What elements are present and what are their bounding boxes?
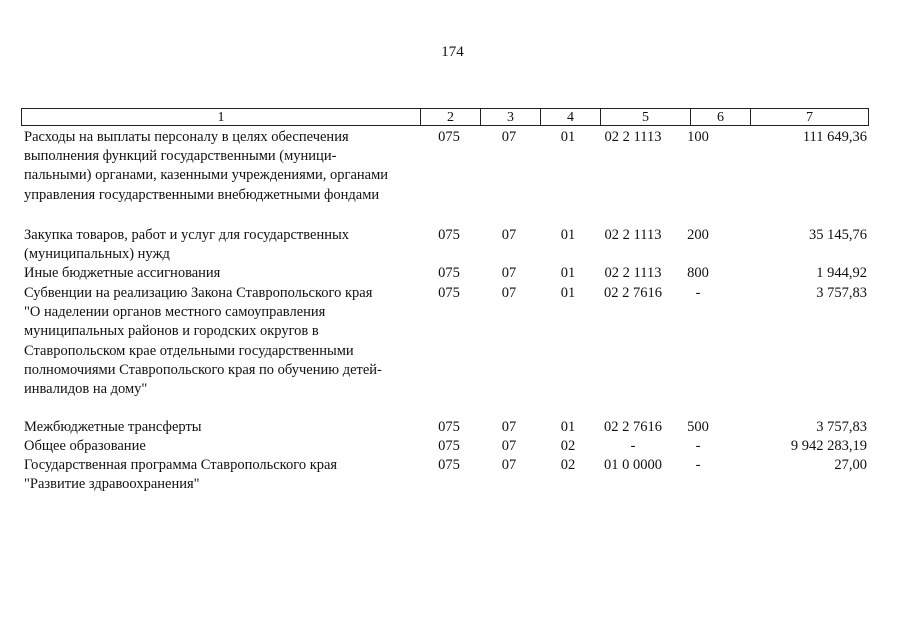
cell-col-3: 07 [501,457,517,473]
cell-col-3: 07 [501,438,517,454]
description-line: (муниципальных) нужд [24,246,170,263]
row-description [24,264,424,283]
header-col-7: 7 [750,109,868,125]
row-description [24,284,424,399]
cell-col-3: 07 [501,227,517,243]
cell-col-5: 02 2 7616 [604,419,662,435]
description-line: выполнения функций государственными (муници- [24,148,337,165]
description-line: Государственная программа Ставропольского края [24,457,338,473]
description-line: инвалидов на дому" [24,381,148,398]
cell-col-5: - [630,438,636,454]
description-line: управления государственными внебюджетными фондами [24,186,380,203]
cell-col-6: - [695,438,701,454]
cell-col-7-amount: 111 649,36 [802,129,867,145]
table-header [21,108,869,126]
description-line: полномочиями Ставропольского края по обучению детей- [24,361,382,378]
cell-col-4: 01 [560,419,576,435]
description-line: "Развитие здравоохранения" [24,476,200,493]
header-col-1: 1 [217,110,225,125]
cell-col-4: 01 [560,129,576,145]
cell-col-5: 02 2 7616 [604,285,662,301]
cell-col-5: 02 2 1113 [604,265,662,281]
cell-col-7-amount: 3 757,83 [816,419,867,435]
description-line: Субвенции на реализацию Закона Ставропольского края [24,285,373,301]
cell-col-2: 075 [438,129,460,145]
description-line: Ставропольском крае отдельными государственными [24,342,354,359]
page-number: 174 [441,44,464,60]
cell-col-3: 07 [501,285,517,301]
cell-col-2: 075 [438,457,460,473]
cell-col-2: 075 [438,265,460,281]
description-line: Закупка товаров, работ и услуг для государственных [24,227,349,243]
row-description [24,418,424,437]
cell-col-3: 07 [501,419,517,435]
cell-col-4: 02 [560,457,576,473]
cell-col-5: 01 0 0000 [604,457,662,473]
cell-col-3: 07 [501,265,517,281]
cell-col-7-amount: 3 757,83 [816,285,867,301]
cell-col-6: 800 [687,265,709,281]
cell-col-6: 100 [687,129,709,145]
header-col-3: 3 [480,109,540,125]
cell-col-7-amount: 1 944,92 [816,265,867,281]
cell-col-4: 01 [560,285,576,301]
cell-col-4: 01 [560,265,576,281]
cell-col-7-amount: 35 145,76 [809,227,867,243]
cell-col-5: 02 2 1113 [604,129,662,145]
row-description [24,456,424,494]
cell-col-7-amount: 9 942 283,19 [790,438,867,454]
cell-col-6: 200 [687,227,709,243]
description-line: Общее образование [24,438,146,454]
cell-col-7-amount: 27,00 [834,457,867,473]
header-col-6: 6 [690,109,750,125]
header-col-4: 4 [540,109,600,125]
header-col-2: 2 [420,109,480,125]
cell-col-5: 02 2 1113 [604,227,662,243]
cell-col-2: 075 [438,227,460,243]
cell-col-6: 500 [687,419,709,435]
header-col-5: 5 [600,109,690,125]
cell-col-6: - [695,457,701,473]
description-line: Иные бюджетные ассигнования [24,265,221,281]
description-line: пальными) органами, казенными учреждениями, органами [24,167,389,184]
cell-col-2: 075 [438,438,460,454]
cell-col-4: 01 [560,227,576,243]
description-line: Межбюджетные трансферты [24,419,202,435]
description-line: муниципальных районов и городских округов в [24,323,319,340]
row-description [24,437,424,456]
cell-col-2: 075 [438,285,460,301]
cell-col-2: 075 [438,419,460,435]
cell-col-3: 07 [501,129,517,145]
description-line: Расходы на выплаты персоналу в целях обеспечения [24,129,349,145]
cell-col-6: - [695,285,701,301]
cell-col-4: 02 [560,438,576,454]
description-line: "О наделении органов местного самоуправления [24,304,326,321]
row-description [24,128,424,205]
row-description [24,226,424,264]
